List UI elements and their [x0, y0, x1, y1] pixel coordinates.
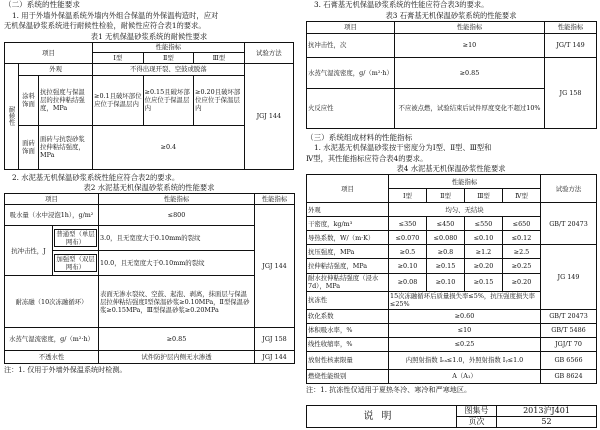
table4-cell: ≥0.15	[427, 259, 465, 273]
table2-impact-normal-sub: 普通型（单层网布）	[54, 229, 97, 247]
table1-tile-label: 面砖与抗裂砂浆拉伸粘结强度，MPa	[39, 125, 93, 169]
table2-water-absorption-label: 吸水量（水中浸泡1h），g/m²	[5, 205, 99, 226]
paragraph: 1. 水泥基无机保温砂浆按干密度分为Ⅰ型、Ⅱ型、Ⅲ型和	[314, 143, 492, 152]
table3-head-method: 性能指标	[545, 21, 597, 33]
table2-head-method: 性能指标	[255, 194, 295, 205]
table1-head-method: 试验方法	[244, 42, 293, 63]
paragraph: 1. 用于外墙外保温系统外墙内外组合保温的外保温构造时，应对	[12, 10, 219, 20]
table4-cell: ≤650	[503, 217, 541, 231]
table4-absorption-label: 体积吸水率，%	[307, 323, 389, 337]
table3-caption: 表3 石膏基无机保温砂浆系统的性能要求	[385, 10, 517, 20]
title-block-atlas-label: 图集号	[457, 406, 497, 417]
table4-tensile-label: 拉伸粘结强度，MPa	[307, 259, 389, 273]
table4-cell: ≥0.10	[389, 259, 427, 273]
table4-cell: ≤0.070	[389, 231, 427, 245]
table2-impact-reinforced	[53, 251, 99, 276]
table4-radio-label: 放射性核素限量	[307, 351, 389, 369]
table4-cell: ≤550	[465, 217, 503, 231]
table2-water-absorption-value: ≤800	[99, 205, 255, 226]
table2-impact-normal-value: 3.0，且无宽度大于0.10mm的裂纹	[99, 226, 255, 251]
table2-method-c: JGJ 144	[255, 351, 295, 364]
paragraph: Ⅳ型，其性能指标应符合表4的要求。	[306, 153, 428, 163]
table4-density-label: 干密度，kg/m³	[307, 217, 389, 231]
table4-softening-label: 软化系数	[307, 309, 389, 323]
table2-method-a: JGJ 144	[255, 205, 295, 328]
table4-compressive-label: 抗压强度，MPa	[307, 245, 389, 259]
table2-impact-reinforced-sub: 加强型（双层网布）	[54, 254, 97, 272]
table2-vapor-label: 水蒸气湿流密度，g/（m²·h）	[5, 328, 99, 351]
left-column	[4, 0, 294, 375]
table4-radio-value: 内照射指数 Iᵣₐ≤1.0，外照射指数 Iᵧ≤1.0	[389, 351, 541, 369]
table3-method: JG 158	[545, 57, 597, 128]
table1-appearance-value: 不得出现开裂、空鼓或脱落	[93, 63, 245, 75]
table4-method-gbt20473: GB/T 20473	[541, 203, 597, 245]
table4-cell: ≥1.2	[465, 245, 503, 259]
table1-caption: 表1 无机保温砂浆系统的耐候性要求	[90, 31, 208, 41]
table4-shrinkage-value: ≤0.25	[389, 337, 541, 351]
table3-impact-value: ≥10	[395, 33, 545, 57]
table3-fire-value: 不应被点燃，试验结束后试件厚度变化不超过10%	[395, 88, 545, 128]
table4-note: 注：1. 抗冻性仅适用于夏热冬冷、寒冷和严寒地区。	[306, 385, 472, 394]
table4-combustion-method: GB 8624	[541, 369, 597, 383]
table4-shrinkage-method: JGJ/T 70	[541, 337, 597, 351]
title-block-title: 说明	[307, 406, 457, 428]
table2-cement-system	[4, 193, 295, 364]
table2-head-perf: 性能指标	[99, 194, 255, 205]
table4-cell: ≥0.15	[465, 273, 503, 291]
table4-softening-method: GB/T 20473	[541, 309, 597, 323]
table4-head-type2: Ⅱ型	[427, 189, 465, 203]
table4-appearance-value: 均匀、无结块	[389, 203, 541, 217]
table1-coating-v1: ≥0.1且破坏部位应位于保温层内	[93, 75, 144, 125]
table2-impact-label: 抗冲击性，J	[5, 226, 53, 276]
table1-coating-sub: 涂料饰面	[19, 75, 39, 125]
table4-cement-mortar	[306, 174, 597, 384]
table4-cell: ≥0.5	[389, 245, 427, 259]
table3-impact-label: 抗冲击性，次	[307, 33, 395, 57]
table2-vapor-value: ≥0.85	[99, 328, 255, 351]
table4-cell: ≤450	[427, 217, 465, 231]
table3-impact-method: JG/T 149	[545, 33, 597, 57]
table4-cell: ≥0.8	[427, 245, 465, 259]
table4-cell: ≥0.20	[503, 273, 541, 291]
paragraph: 3. 石膏基无机保温砂浆系统的性能应符合表3的要求。	[314, 0, 489, 9]
table4-cell: ≤0.080	[427, 231, 465, 245]
table2-freeze-thaw-label: 耐冻融（10次冻融循环）	[5, 276, 99, 328]
table1-coating-v2: ≥0.15且破坏部位应位于保温层内	[143, 75, 194, 125]
table2-impact-normal	[53, 226, 99, 251]
table4-head-type4: Ⅳ型	[503, 189, 541, 203]
table1-head-type3: Ⅲ型	[194, 53, 245, 64]
table4-combustion-label: 燃烧性能级别	[307, 369, 389, 383]
table4-shrinkage-label: 线性收缩率，%	[307, 337, 389, 351]
table1-head-item: 项目	[5, 42, 93, 63]
table4-water-tensile-label: 耐水拉伸粘结强度（浸水7d），MPa	[307, 273, 389, 291]
table2-note: 注：1. 仅用于外墙外保温系统时检测。	[4, 365, 127, 374]
table4-method-jg149: JG 149	[541, 245, 597, 309]
table1-appearance-label: 外观	[19, 63, 93, 75]
table4-combustion-value: A（A₁）	[389, 369, 541, 383]
table4-cell: ≥0.10	[427, 273, 465, 291]
title-block-page-value: 52	[497, 417, 597, 428]
table2-impermeable-value: 试件防护层内侧无水渗透	[99, 351, 255, 364]
table4-frost-label: 抗冻性	[307, 291, 389, 309]
right-column	[306, 0, 596, 395]
table4-softening-value: ≥0.60	[389, 309, 541, 323]
table4-conductivity-label: 导热系数，W/（m·K）	[307, 231, 389, 245]
section-heading-materials: （三）系统组成材料的性能指标	[306, 132, 413, 142]
table4-cell: ≤350	[389, 217, 427, 231]
table2-impermeable-label: 不透水性	[5, 351, 99, 364]
table3-vapor-label: 水蒸气湿流密度，g/（m²·h）	[307, 57, 395, 88]
paragraph: 2. 水泥基无机保温砂浆系统性能应符合表2的要求。	[12, 172, 180, 182]
table4-absorption-value: ≤10	[389, 323, 541, 337]
table4-cell: ≤0.12	[503, 231, 541, 245]
table4-head-type1: Ⅰ型	[389, 189, 427, 203]
table3-fire-label: 火反应性	[307, 88, 395, 128]
table4-cell: ≥2.5	[503, 245, 541, 259]
table2-freeze-thaw-value: 表面无渗水裂纹、空鼓、起泡、剥离，抹面层与保温层拉伸粘结强度Ⅰ型保温砂浆≥0.10MPa，Ⅱ型保温砂浆≥0.15MPa，Ⅲ型保温砂浆≥0.20MPa	[99, 276, 255, 328]
table4-cell: ≥0.08	[389, 273, 427, 291]
table4-cell: ≤0.10	[465, 231, 503, 245]
table4-head-type3: Ⅲ型	[465, 189, 503, 203]
title-block-page-label: 页次	[457, 417, 497, 428]
table4-cell: ≥0.25	[503, 259, 541, 273]
table4-caption: 表4 水泥基无机保温砂浆性能要求	[396, 164, 506, 173]
table1-head-perf: 性能指标	[93, 42, 245, 53]
table4-appearance-label: 外观	[307, 203, 389, 217]
table4-frost-value: 15次冻融循环后质量损失率≤5%，抗压强度损失率≤25%	[389, 291, 541, 309]
table4-absorption-method: GB/T 5486	[541, 323, 597, 337]
table4-head-perf: 性能指标	[389, 175, 541, 189]
table1-head-type2: Ⅱ型	[143, 53, 194, 64]
table1-head-type1: Ⅰ型	[93, 53, 144, 64]
table2-caption: 表2 水泥基无机保温砂浆系统的性能要求	[83, 183, 215, 192]
table3-head-item: 项目	[307, 21, 395, 33]
table2-impact-reinforced-value: 10.0，且无宽度大于0.10mm的裂纹	[99, 251, 255, 276]
table3-head-perf: 性能指标	[395, 21, 545, 33]
title-block	[306, 405, 596, 427]
paragraph: 无机保温砂浆系统进行耐候性检验，耐候性应符合表1的要求。	[4, 21, 206, 30]
table4-head-method: 试验方法	[541, 175, 597, 203]
table2-head-item: 项目	[5, 194, 99, 205]
table4-head-item: 项目	[307, 175, 389, 203]
table4-radio-method: GB 6566	[541, 351, 597, 369]
table1-group-label: 耐候性	[5, 63, 19, 169]
title-block-atlas-value: 2013沪J401	[497, 406, 597, 417]
table1-coating-label: 抗拉强度与保温层的拉伸粘结强度，MPa	[39, 75, 93, 125]
table4-cell: ≥0.20	[465, 259, 503, 273]
table3-vapor-value: ≥0.85	[395, 57, 545, 88]
table1-tile-sub: 面砖饰面	[19, 125, 39, 169]
table1-coating-v3: ≥0.20且破坏部位应位于保温层内	[194, 75, 245, 125]
section-heading-system-performance: （二）系统的性能要求	[4, 0, 80, 9]
table3-gypsum-system	[306, 21, 597, 129]
table1-method: JGJ 144	[244, 63, 293, 169]
table2-method-b: JGJ 158	[255, 328, 295, 351]
table1-weather-resistance	[4, 42, 294, 170]
table1-tile-value: ≥0.4	[93, 125, 245, 169]
